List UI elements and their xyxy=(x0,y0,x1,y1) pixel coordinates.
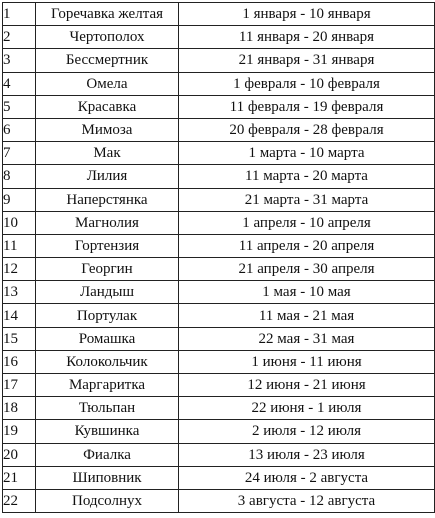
table-row xyxy=(3,304,435,327)
flower-name-cell: Гортензия xyxy=(36,234,179,257)
flower-name-cell: Фиалка xyxy=(36,443,179,466)
flower-calendar-table xyxy=(2,2,435,513)
table-row xyxy=(3,3,435,26)
date-range-cell: 21 апреля - 30 апреля xyxy=(179,258,435,281)
row-number-cell: 18 xyxy=(3,397,36,420)
date-range-cell: 21 января - 31 января xyxy=(179,49,435,72)
date-range-cell: 22 мая - 31 мая xyxy=(179,327,435,350)
table-row xyxy=(3,72,435,95)
flower-name-cell: Ландыш xyxy=(36,281,179,304)
flower-name-cell: Подсолнух xyxy=(36,489,179,512)
date-range-cell: 2 июля - 12 июля xyxy=(179,420,435,443)
table-row xyxy=(3,420,435,443)
date-range-cell: 1 апреля - 10 апреля xyxy=(179,211,435,234)
row-number-cell: 12 xyxy=(3,258,36,281)
row-number-cell: 6 xyxy=(3,118,36,141)
row-number-cell: 21 xyxy=(3,466,36,489)
table-row xyxy=(3,211,435,234)
date-range-cell: 11 февраля - 19 февраля xyxy=(179,95,435,118)
row-number-cell: 17 xyxy=(3,374,36,397)
row-number-cell: 11 xyxy=(3,234,36,257)
table-row xyxy=(3,443,435,466)
row-number-cell: 4 xyxy=(3,72,36,95)
date-range-cell: 1 февраля - 10 февраля xyxy=(179,72,435,95)
row-number-cell: 13 xyxy=(3,281,36,304)
date-range-cell: 20 февраля - 28 февраля xyxy=(179,118,435,141)
row-number-cell: 9 xyxy=(3,188,36,211)
date-range-cell: 21 марта - 31 марта xyxy=(179,188,435,211)
row-number-cell: 5 xyxy=(3,95,36,118)
date-range-cell: 1 мая - 10 мая xyxy=(179,281,435,304)
table-row xyxy=(3,466,435,489)
date-range-cell: 11 января - 20 января xyxy=(179,26,435,49)
table-row xyxy=(3,281,435,304)
table-body xyxy=(3,3,435,513)
table-row xyxy=(3,142,435,165)
flower-name-cell: Кувшинка xyxy=(36,420,179,443)
table-row xyxy=(3,397,435,420)
flower-name-cell: Магнолия xyxy=(36,211,179,234)
flower-name-cell: Портулак xyxy=(36,304,179,327)
flower-name-cell: Колокольчик xyxy=(36,350,179,373)
date-range-cell: 22 июня - 1 июля xyxy=(179,397,435,420)
row-number-cell: 22 xyxy=(3,489,36,512)
date-range-cell: 1 июня - 11 июня xyxy=(179,350,435,373)
flower-name-cell: Тюльпан xyxy=(36,397,179,420)
row-number-cell: 15 xyxy=(3,327,36,350)
row-number-cell: 19 xyxy=(3,420,36,443)
table-row xyxy=(3,188,435,211)
table-row xyxy=(3,489,435,512)
row-number-cell: 14 xyxy=(3,304,36,327)
table-row xyxy=(3,95,435,118)
table-row xyxy=(3,374,435,397)
date-range-cell: 3 августа - 12 августа xyxy=(179,489,435,512)
table-row xyxy=(3,118,435,141)
flower-name-cell: Мимоза xyxy=(36,118,179,141)
flower-name-cell: Ромашка xyxy=(36,327,179,350)
row-number-cell: 3 xyxy=(3,49,36,72)
flower-name-cell: Маргаритка xyxy=(36,374,179,397)
row-number-cell: 10 xyxy=(3,211,36,234)
flower-name-cell: Лилия xyxy=(36,165,179,188)
flower-name-cell: Шиповник xyxy=(36,466,179,489)
date-range-cell: 1 января - 10 января xyxy=(179,3,435,26)
row-number-cell: 2 xyxy=(3,26,36,49)
flower-name-cell: Наперстянка xyxy=(36,188,179,211)
table-row xyxy=(3,234,435,257)
date-range-cell: 13 июля - 23 июля xyxy=(179,443,435,466)
date-range-cell: 12 июня - 21 июня xyxy=(179,374,435,397)
flower-name-cell: Чертополох xyxy=(36,26,179,49)
table-row xyxy=(3,258,435,281)
row-number-cell: 20 xyxy=(3,443,36,466)
table-row xyxy=(3,49,435,72)
date-range-cell: 11 марта - 20 марта xyxy=(179,165,435,188)
row-number-cell: 16 xyxy=(3,350,36,373)
table-row xyxy=(3,327,435,350)
date-range-cell: 1 марта - 10 марта xyxy=(179,142,435,165)
table-row xyxy=(3,26,435,49)
table-row xyxy=(3,350,435,373)
flower-name-cell: Мак xyxy=(36,142,179,165)
flower-name-cell: Омела xyxy=(36,72,179,95)
flower-name-cell: Бессмертник xyxy=(36,49,179,72)
row-number-cell: 8 xyxy=(3,165,36,188)
row-number-cell: 7 xyxy=(3,142,36,165)
date-range-cell: 11 апреля - 20 апреля xyxy=(179,234,435,257)
flower-name-cell: Горечавка желтая xyxy=(36,3,179,26)
flower-name-cell: Красавка xyxy=(36,95,179,118)
date-range-cell: 24 июля - 2 августа xyxy=(179,466,435,489)
table-row xyxy=(3,165,435,188)
flower-name-cell: Георгин xyxy=(36,258,179,281)
row-number-cell: 1 xyxy=(3,3,36,26)
date-range-cell: 11 мая - 21 мая xyxy=(179,304,435,327)
